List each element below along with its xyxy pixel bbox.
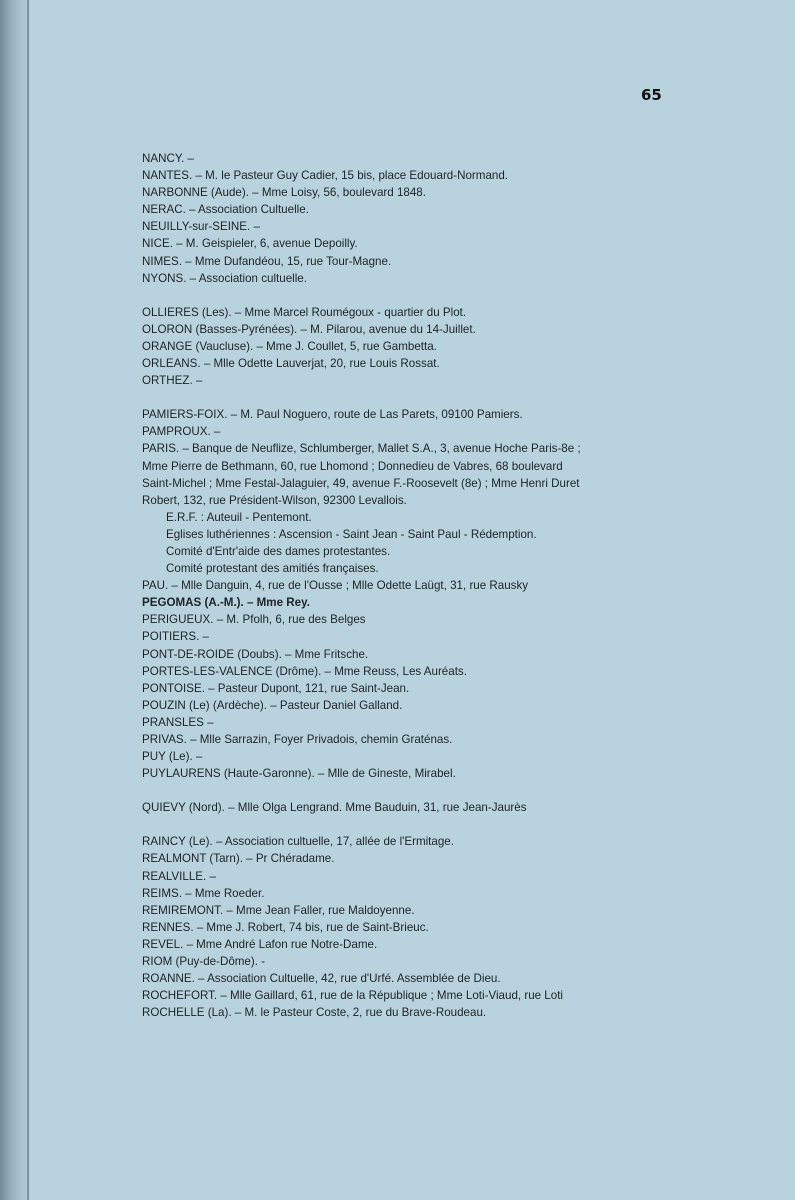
- entry-neuilly: NEUILLY-sur-SEINE. –: [142, 220, 260, 234]
- entry-raincy: RAINCY (Le). – Association cultuelle, 17, allée de l'Ermitage.: [142, 835, 454, 849]
- entry-realville: REALVILLE. –: [142, 869, 216, 883]
- entry-roanne: ROANNE. – Association Cultuelle, 42, rue d'Urfé. Assemblée de Dieu.: [142, 972, 501, 986]
- section-gap: [142, 782, 792, 799]
- page-number: 65: [641, 86, 662, 104]
- entry-portes-les-valence: PORTES-LES-VALENCE (Drôme). – Mme Reuss, Les Auréats.: [142, 664, 467, 678]
- entry-paris-lutheran: Eglises luthériennes : Ascension - Saint Jean - Saint Paul - Rédemption.: [166, 527, 537, 541]
- entry-poitiers: POITIERS. –: [142, 630, 210, 644]
- entry-paris-comite-entraide: Comité d'Entr'aide des dames protestantes.: [166, 544, 391, 558]
- section-gap: [142, 287, 792, 304]
- entry-rochelle: ROCHELLE (La). – M. le Pasteur Coste, 2, rue du Brave-Roudeau.: [142, 1006, 487, 1020]
- entry-realmont: REALMONT (Tarn). – Pr Chéradame.: [142, 852, 335, 866]
- entry-perigueux: PERIGUEUX. – M. Pfolh, 6, rue des Belges: [142, 613, 366, 627]
- entry-reims: REIMS. – Mme Roeder.: [142, 886, 265, 900]
- entry-privas: PRIVAS. – Mlle Sarrazin, Foyer Privadois, chemin Graténas.: [142, 733, 453, 746]
- entry-puylaurens: PUYLAURENS (Haute-Garonne). – Mlle de Gineste, Mirabel.: [142, 767, 456, 781]
- entry-pamiers: PAMIERS-FOIX. – M. Paul Noguero, route de Las Parets, 09100 Pamiers.: [142, 408, 523, 422]
- section-gap: [142, 389, 792, 406]
- entry-pransles: PRANSLES –: [142, 715, 214, 729]
- entry-orthez: ORTHEZ. –: [142, 374, 203, 388]
- entry-rochefort: ROCHEFORT. – Mlle Gaillard, 61, rue de la République ; Mme Loti-Viaud, rue Loti: [142, 989, 564, 1003]
- entry-remiremont: REMIREMONT. – Mme Jean Faller, rue Maldoyenne.: [142, 903, 415, 917]
- entry-paris-continued: Robert, 132, rue Président-Wilson, 92300 Levallois.: [142, 493, 407, 507]
- entry-pouzin: POUZIN (Le) (Ardèche). – Pasteur Daniel Galland.: [142, 698, 403, 712]
- entry-ollieres: OLLIERES (Les). – Mme Marcel Roumégoux - quartier du Plot.: [142, 305, 467, 319]
- section-gap: [142, 816, 792, 833]
- entry-pegomas: PEGOMAS (A.-M.). – Mme Rey.: [142, 596, 310, 610]
- entry-pau: PAU. – Mlle Danguin, 4, rue de l'Ousse ; Mlle Odette Laügt, 31, rue Rausky: [142, 579, 529, 593]
- entry-paris-erf: E.R.F. : Auteuil - Pentemont.: [166, 510, 312, 524]
- entry-nantes: NANTES. – M. le Pasteur Guy Cadier, 15 bis, place Edouard-Normand.: [142, 169, 509, 183]
- entry-narbonne: NARBONNE (Aude). – Mme Loisy, 56, boulevard 1848.: [142, 186, 426, 200]
- entry-orange: ORANGE (Vaucluse). – Mme J. Coullet, 5, rue Gambetta.: [142, 339, 437, 353]
- entry-paris-continued: Mme Pierre de Bethmann, 60, rue Lhomond ; Donnedieu de Vabres, 68 boulevard: [142, 459, 563, 473]
- directory-listing: [142, 150, 792, 1021]
- page-binding-shadow: [0, 0, 30, 1200]
- entry-quievy: QUIEVY (Nord). – Mlle Olga Lengrand. Mme Bauduin, 31, rue Jean-Jaurès: [142, 801, 527, 815]
- entry-pontoise: PONTOISE. – Pasteur Dupont, 121, rue Saint-Jean.: [142, 681, 410, 695]
- entry-paris-continued: Saint-Michel ; Mme Festal-Jalaguier, 49, avenue F.-Roosevelt (8e) ; Mme Henri Duret: [142, 476, 580, 490]
- entry-oloron: OLORON (Basses-Pyrénées). – M. Pilarou, avenue du 14-Juillet.: [142, 322, 476, 336]
- entry-nyons: NYONS. – Association cultuelle.: [142, 271, 307, 285]
- entry-rennes: RENNES. – Mme J. Robert, 74 bis, rue de Saint-Brieuc.: [142, 920, 429, 934]
- entry-riom: RIOM (Puy-de-Dôme). -: [142, 955, 266, 969]
- entry-orleans: ORLEANS. – Mlle Odette Lauverjat, 20, rue Louis Rossat.: [142, 357, 440, 371]
- entry-puy: PUY (Le). –: [142, 750, 203, 764]
- entry-paris-comite-amities: Comité protestant des amitiés françaises.: [166, 562, 379, 576]
- entry-nice: NICE. – M. Geispieler, 6, avenue Depoilly.: [142, 237, 358, 251]
- entry-nimes: NIMES. – Mme Dufandéou, 15, rue Tour-Magne.: [142, 254, 392, 268]
- entry-pamproux: PAMPROUX. –: [142, 425, 221, 439]
- entry-nerac: NERAC. – Association Cultuelle.: [142, 203, 309, 217]
- entry-paris: PARIS. – Banque de Neuflize, Schlumberger, Mallet S.A., 3, avenue Hoche Paris-8e ;: [142, 442, 581, 456]
- binding-crease: [27, 0, 29, 1200]
- entry-nancy: NANCY. –: [142, 152, 194, 165]
- entry-pont-de-roide: PONT-DE-ROIDE (Doubs). – Mme Fritsche.: [142, 647, 369, 661]
- entry-revel: REVEL. – Mme André Lafon rue Notre-Dame.: [142, 937, 378, 951]
